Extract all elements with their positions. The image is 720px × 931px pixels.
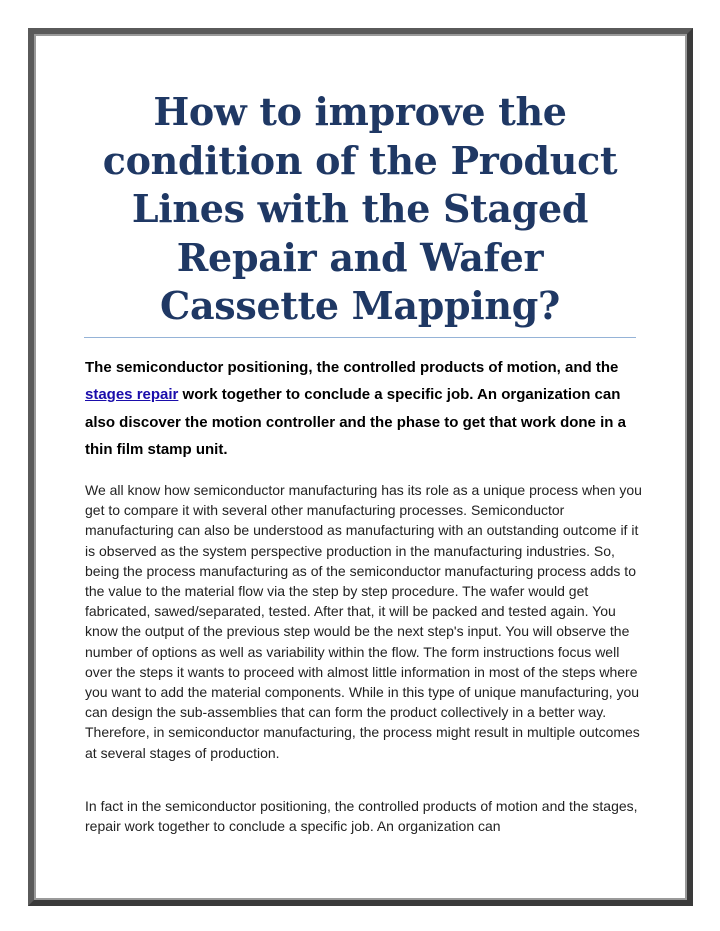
lead-text-start: The semiconductor positioning, the controlled products of motion, and the — [85, 359, 619, 376]
title-divider — [84, 337, 636, 338]
stages-repair-link[interactable]: stages repair — [85, 386, 179, 404]
body-paragraph-2: In fact in the semiconductor positioning, the controlled products of motion and the stages, repair work together to conclude a specific job. An organization can — [85, 798, 638, 835]
document-title: How to improve the condition of the Product Lines with the Staged Repair and Wafer Cassette Mapping? — [102, 89, 618, 328]
body-paragraph-1: We all know how semiconductor manufacturing has its role as a unique process when you get to compare it with several other manufacturing processes. Semiconductor manufacturing can also be understood as manufacturing with an outstanding outcome if it is observed as the system perspective production in the manufacturing industries. So, being the process manufacturing as of the semiconductor manufacturing process adds to the value to the material flow via the step by step procedure. The wafer would get fabricated, sawed/separated, tested. After that, it will be packed and tested again. You know the output of the previous step would be the next step's input. You will observe the number of options as well as variability within the flow. The form instructions focus well over the steps it wants to proceed with almost little information in most of the steps where you want to add the material components. While in this type of unique manufacturing, you can design the sub-assemblies that can form the product collectively in a better way. Therefore, in semiconductor manufacturing, the process might result in multiple outcomes at several stages of production. — [85, 482, 642, 761]
lead-text-end: work together to conclude a specific job. An organization can also discover the motion controller and the phase to get that work done in a thin film stamp unit. — [85, 386, 626, 458]
lead-paragraph — [85, 354, 645, 463]
